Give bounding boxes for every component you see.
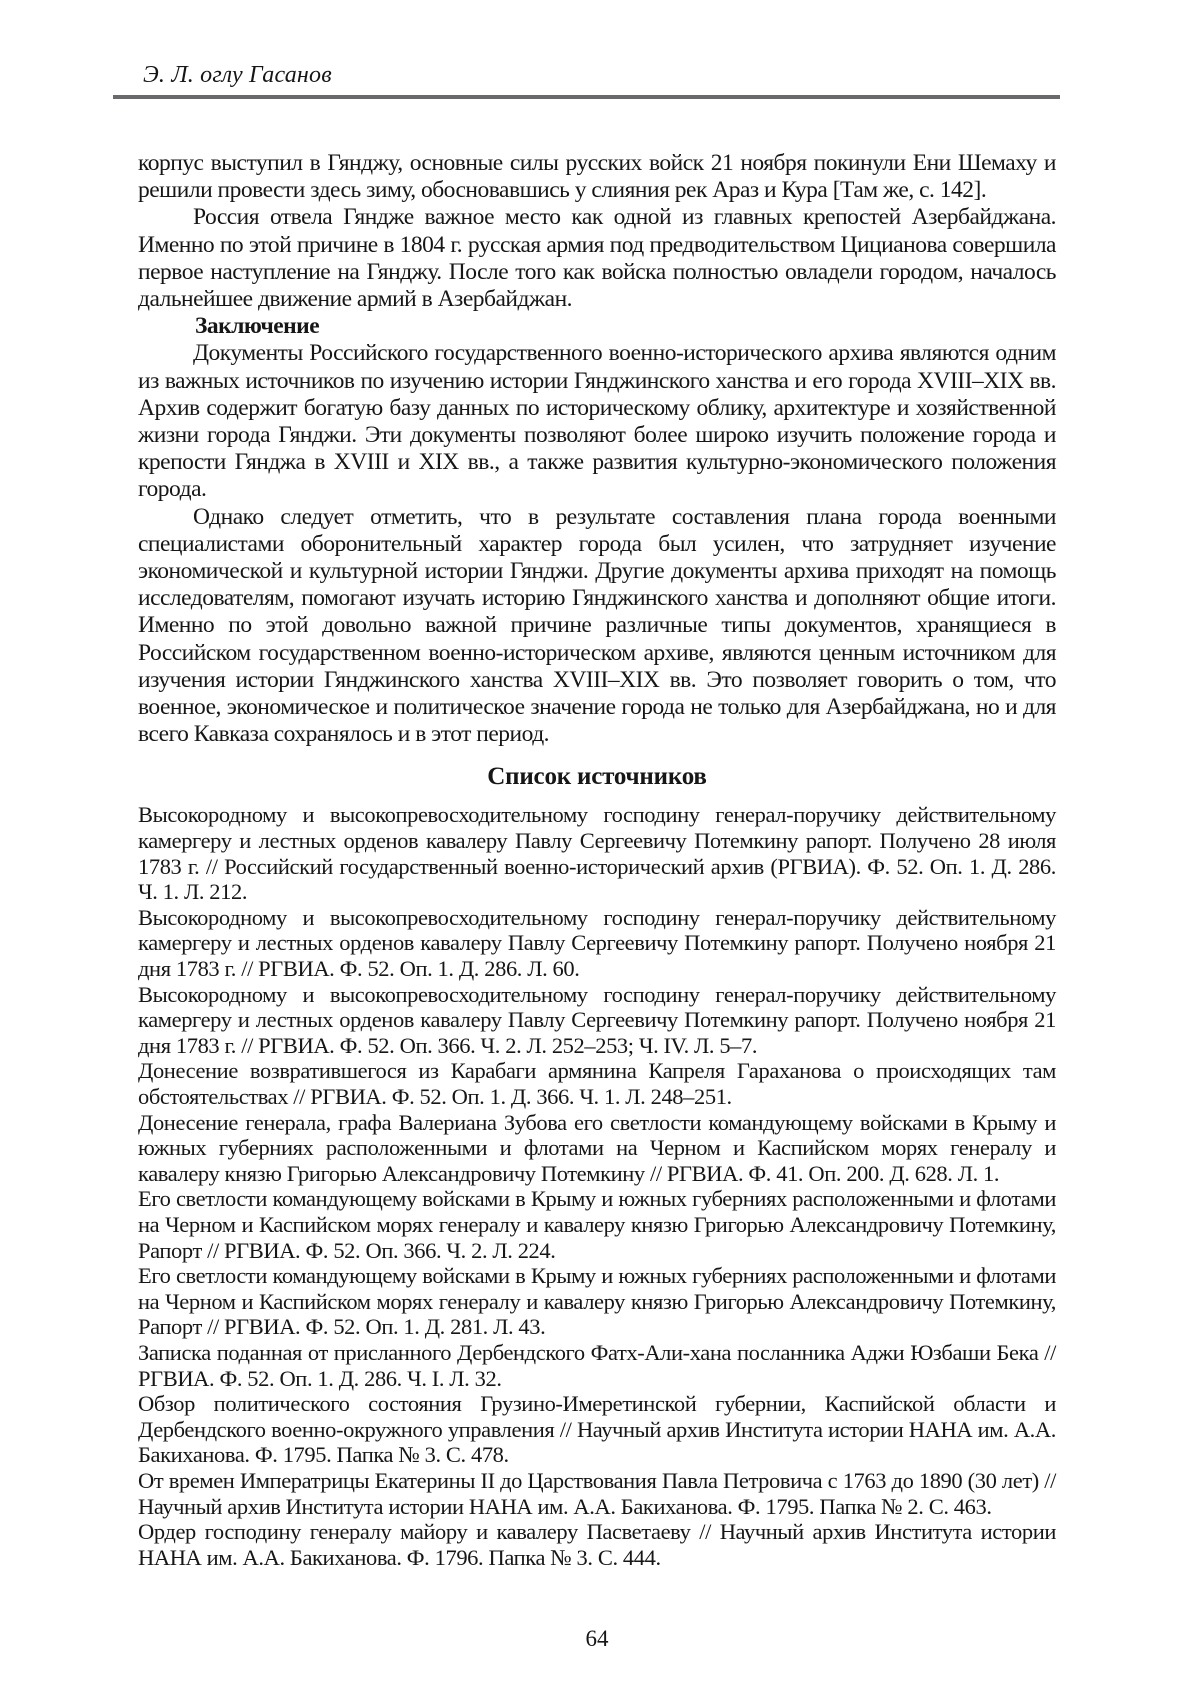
page-content <box>138 0 1056 1675</box>
reference-item: Ордер господину генералу майору и кавалеру Пасветаеву // Научный архив Института истории НАНА им. А.А. Бакиханова. Ф. 1796. Папка № 3. С. 444. <box>138 1519 1056 1570</box>
reference-item: Высокородному и высокопревосходительному господину генерал-поручику действительному камергеру и лестных орденов кавалеру Павлу Сергеевичу Потемкину рапорт. Получено ноября 21 дня 1783 г. // РГВИА. Ф. 52. Оп. 366. Ч. 2. Л. 252–253; Ч. IV. Л. 5–7. <box>138 981 1056 1058</box>
reference-item: Донесение возвратившегося из Карабаги армянина Капреля Гараханова о происходящих там обстоятельствах // РГВИА. Ф. 52. Оп. 1. Д. 366. Ч. 1. Л. 248–251. <box>138 1058 1056 1109</box>
page-number: 64 <box>585 1626 609 1652</box>
references-list <box>138 802 1056 1570</box>
body-paragraph-continued: корпус выступил в Гянджу, основные силы русских войск 21 ноября покинули Ени Шемаху и решили провести здесь зиму, обосновавшись у слияния рек Араз и Кура [Там же, с. 142]. <box>138 150 1056 204</box>
reference-item: От времен Императрицы Екатерины II до Царствования Павла Петровича с 1763 до 1890 (30 лет) // Научный архив Института истории НАНА им. А.А. Бакиханова. Ф. 1795. Папка № 2. С. 463. <box>138 1467 1056 1519</box>
body-paragraph-russia: Россия отвела Гяндже важное место как одной из главных крепостей Азербайджана. Именно по этой причине в 1804 г. русская армия под предводительством Цицианова совершила первое наступление на Гянджу. После того как войска полностью овладели городом, началось дальнейшее движение армий в Азербайджан. <box>138 204 1056 313</box>
conclusion-heading: Заключение <box>195 313 320 340</box>
reference-item: Обзор политического состояния Грузино-Имеретинской губернии, Каспийской области и Дербендского военно-окружного управления // Научный архив Института истории НАНА им. А.А. Бакиханова. Ф. 1795. Папка № 3. С. 478. <box>138 1391 1056 1468</box>
running-header-author: Э. Л. оглу Гасанов <box>143 62 332 88</box>
reference-item: Донесение генерала, графа Валериана Зубова его светлости командующему войсками в Крыму и южных губерниях расположенными и флотами на Черном и Каспийском морях генералу и кавалеру князю Григорью Александровичу Потемкину // РГВИА. Ф. 41. Оп. 200. Д. 628. Л. 1. <box>138 1109 1056 1186</box>
conclusion-paragraph-1: Документы Российского государственного военно-исторического архива являются одним из важных источников по изучению истории Гянджинского ханства и его города XVIII–XIX вв. Архив содержит богатую базу данных по историческому облику, архитектуре и хозяйственной жизни города Гянджи. Эти документы позволяют более широко изучить положение города и крепости Гянджа в XVIII и XIX вв., а также развития культурно-экономического положения города. <box>138 340 1056 503</box>
body-text-block <box>138 150 1056 748</box>
conclusion-paragraph-2: Однако следует отметить, что в результате составления плана города военными специалистами оборонительный характер города был усилен, что затрудняет изучение экономической и культурной истории Гянджи. Другие документы архива приходят на помощь исследователям, помогают изучать историю Гянджинского ханства и дополняют общие итоги. Именно по этой довольно важной причине различные типы документов, хранящиеся в Российском государственном военно-историческом архиве, являются ценным источником для изучения истории Гянджинского ханства XVIII–XIX вв. Это позволяет говорить о том, что военное, экономическое и политическое значение города не только для Азербайджана, но и для всего Кавказа сохранялось и в этот период. <box>138 503 1056 748</box>
sources-heading: Список источников <box>487 763 707 791</box>
reference-item: Его светлости командующему войсками в Крыму и южных губерниях расположенными и флотами на Черном и Каспийском морях генералу и кавалеру князю Григорью Александровичу Потемкину, Рапорт // РГВИА. Ф. 52. Оп. 1. Д. 281. Л. 43. <box>138 1263 1056 1340</box>
reference-item: Высокородному и высокопревосходительному господину генерал-поручику действительному камергеру и лестных орденов кавалеру Павлу Сергеевичу Потемкину рапорт. Получено 28 июля 1783 г. // Российский государственный военно-исторический архив (РГВИА). Ф. 52. Оп. 1. Д. 286. Ч. 1. Л. 212. <box>138 802 1056 905</box>
reference-item: Его светлости командующему войсками в Крыму и южных губерниях расположенными и флотами на Черном и Каспийском морях генералу и кавалеру князю Григорью Александровичу Потемкину, Рапорт // РГВИА. Ф. 52. Оп. 366. Ч. 2. Л. 224. <box>138 1186 1056 1263</box>
reference-item: Записка поданная от присланного Дербендского Фатх-Али-хана посланника Аджи Юзбаши Бека // РГВИА. Ф. 52. Оп. 1. Д. 286. Ч. I. Л. 32. <box>138 1339 1056 1391</box>
reference-item: Высокородному и высокопревосходительному господину генерал-поручику действительному камергеру и лестных орденов кавалеру Павлу Сергеевичу Потемкину рапорт. Получено ноября 21 дня 1783 г. // РГВИА. Ф. 52. Оп. 1. Д. 286. Л. 60. <box>138 904 1056 982</box>
